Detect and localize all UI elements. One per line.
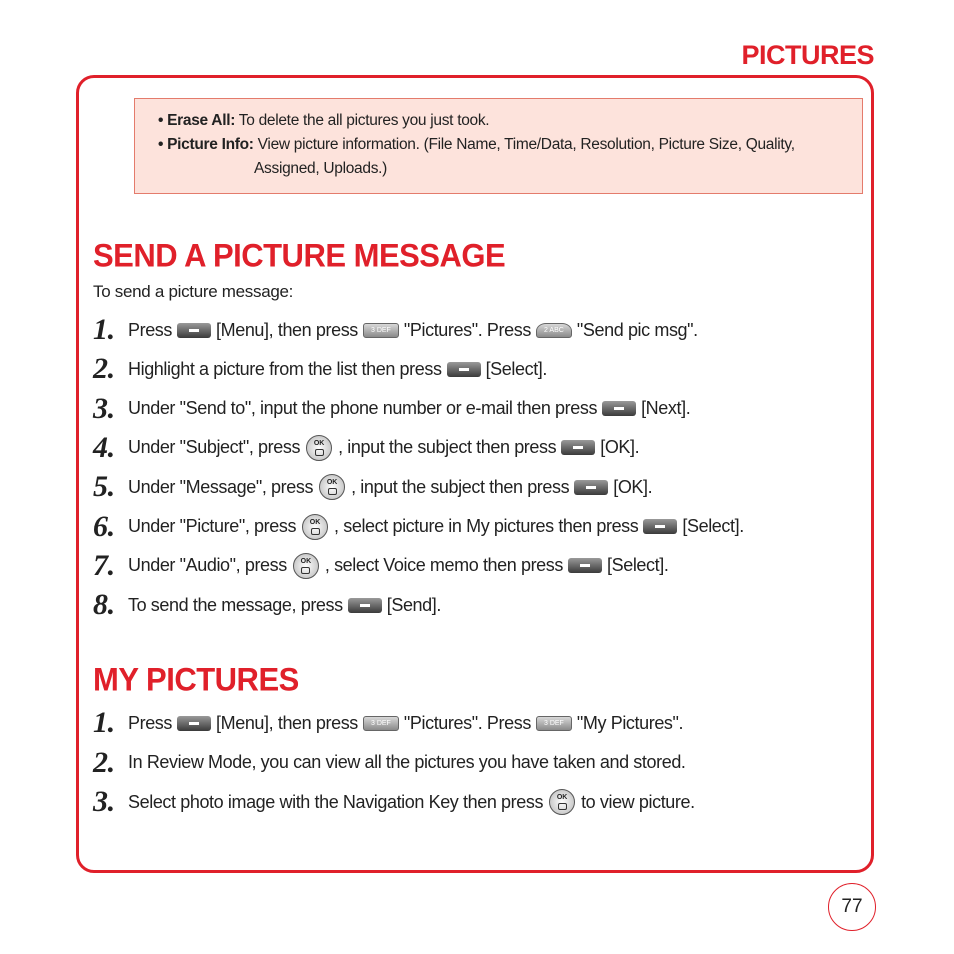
my-pictures-step-3 <box>93 787 695 817</box>
step-text-segment: [OK]. <box>613 476 653 497</box>
step-number: 4. <box>93 430 115 464</box>
number-key-icon: 2 ABC <box>536 323 572 338</box>
send-picture-step-3 <box>93 391 691 425</box>
step-text-segment: Press <box>128 319 173 340</box>
step-text-segment: Under "Message", press <box>128 476 314 497</box>
send-picture-step-5 <box>93 472 652 502</box>
soft-key-icon <box>447 362 481 377</box>
step-text-segment: Press <box>128 712 173 733</box>
step-text <box>128 752 686 773</box>
soft-key-icon <box>602 401 636 416</box>
step-text-segment: [Select]. <box>682 516 744 536</box>
step-text <box>128 789 695 815</box>
soft-key-icon <box>348 598 382 613</box>
send-picture-step-6 <box>93 509 744 543</box>
page-number: 77 <box>828 883 876 931</box>
ok-key-icon <box>319 474 345 500</box>
step-text <box>128 595 441 616</box>
ok-key-label: OK <box>300 557 312 565</box>
step-number: 3. <box>93 391 115 425</box>
step-number: 3. <box>93 785 115 818</box>
step-number: 1. <box>93 706 115 739</box>
step-text-segment: , input the subject then press <box>338 437 557 458</box>
soft-key-icon <box>561 440 595 455</box>
step-text-segment: [Select]. <box>485 358 547 379</box>
section-title: PICTURES <box>741 40 874 70</box>
step-text-segment: "My Pictures". <box>576 712 684 733</box>
step-text-segment: "Pictures". Press <box>403 712 531 733</box>
send-picture-step-2 <box>93 354 547 384</box>
step-text-segment: To send the message, press <box>128 594 343 615</box>
note-box <box>134 98 863 194</box>
step-number: 8. <box>93 588 115 622</box>
step-text <box>128 474 652 500</box>
soft-key-icon <box>177 716 211 731</box>
number-key-icon: 3 DEF <box>363 323 399 338</box>
step-number: 2. <box>93 352 115 386</box>
step-text-segment: [Menu], then press <box>216 319 358 340</box>
step-text-segment: In Review Mode, you can view all the pictures you have taken and stored. <box>128 752 686 772</box>
step-text-segment: Highlight a picture from the list then press <box>128 358 442 379</box>
soft-key-icon <box>177 323 211 338</box>
number-key-icon: 3 DEF <box>363 716 399 731</box>
note-picture-info <box>158 133 862 157</box>
step-number: 1. <box>93 313 115 346</box>
step-text-segment: [Send]. <box>386 594 441 615</box>
step-number: 2. <box>93 745 115 779</box>
ok-key-label: OK <box>313 439 325 447</box>
step-text-segment: Under "Send to", input the phone number or e-mail then press <box>128 398 598 419</box>
step-text-segment: Under "Picture", press <box>128 516 297 536</box>
step-number: 7. <box>93 548 115 582</box>
ok-key-icon <box>302 514 328 540</box>
step-text <box>128 553 668 579</box>
ok-key-label: OK <box>309 518 321 526</box>
step-text <box>128 435 639 461</box>
step-text <box>128 514 744 540</box>
number-key-icon: 3 DEF <box>536 716 572 731</box>
step-text-segment: to view picture. <box>581 791 695 812</box>
step-text-segment: [Select]. <box>607 555 669 576</box>
ok-key-icon <box>293 553 319 579</box>
step-text-segment: "Pictures". Press <box>403 319 531 340</box>
step-text <box>128 713 683 734</box>
ok-key-icon <box>306 435 332 461</box>
note-erase-all <box>158 109 862 133</box>
step-text <box>128 398 690 419</box>
step-text-segment: Under "Audio", press <box>128 555 287 576</box>
step-text-segment: "Send pic msg". <box>576 319 698 340</box>
send-picture-intro: To send a picture message: <box>93 282 294 301</box>
step-text-segment: , select picture in My pictures then press <box>334 516 639 536</box>
my-pictures-step-1 <box>93 708 683 738</box>
note-erase-all-label: • Erase All: <box>158 112 236 129</box>
camera-icon <box>301 567 310 574</box>
step-text <box>128 359 547 380</box>
send-picture-heading: SEND A PICTURE MESSAGE <box>93 237 506 274</box>
step-text-segment: Select photo image with the Navigation Key then press <box>128 791 544 812</box>
send-picture-step-8 <box>93 590 441 620</box>
camera-icon <box>558 803 567 810</box>
step-text-segment: [Next]. <box>641 398 691 419</box>
send-picture-step-4 <box>93 430 640 464</box>
send-picture-step-1 <box>93 315 698 345</box>
step-text-segment: [OK]. <box>600 437 640 458</box>
note-picture-info-label: • Picture Info: <box>158 136 254 153</box>
camera-icon <box>328 488 337 495</box>
note-picture-info-continued: Assigned, Uploads.) <box>254 160 388 177</box>
send-picture-step-7 <box>93 548 669 582</box>
note-erase-all-text: To delete the all pictures you just took. <box>235 112 490 129</box>
step-text-segment: , input the subject then press <box>351 476 570 497</box>
soft-key-icon <box>568 558 602 573</box>
my-pictures-step-2 <box>93 745 686 779</box>
camera-icon <box>315 449 324 456</box>
step-text-segment: Under "Subject", press <box>128 437 301 458</box>
camera-icon <box>311 528 320 535</box>
step-text-segment: [Menu], then press <box>216 712 358 733</box>
my-pictures-heading: MY PICTURES <box>93 661 299 698</box>
ok-key-label: OK <box>556 794 568 801</box>
ok-key-icon <box>549 789 575 815</box>
step-number: 6. <box>93 509 115 543</box>
step-text <box>128 320 698 341</box>
step-text-segment: , select Voice memo then press <box>324 555 563 576</box>
step-number: 5. <box>93 470 115 504</box>
note-picture-info-text: View picture information. (File Name, Time/Data, Resolution, Picture Size, Quality, <box>253 136 795 153</box>
soft-key-icon <box>574 480 608 495</box>
ok-key-label: OK <box>326 479 338 487</box>
soft-key-icon <box>643 519 677 534</box>
